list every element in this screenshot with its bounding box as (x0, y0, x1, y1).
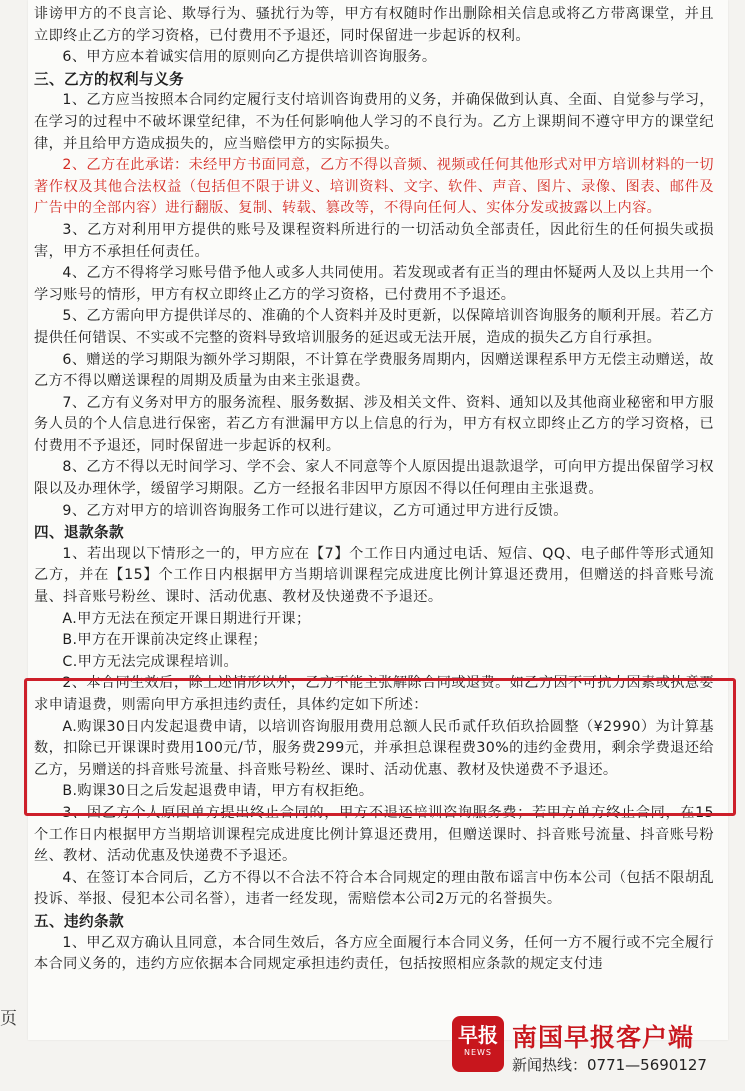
newspaper-logo-icon (452, 1016, 504, 1072)
paragraph-4-1-b: B.甲方在开课前决定终止课程； (62, 632, 268, 649)
watermark-title: 南国早报客户端 (512, 1023, 695, 1052)
paragraph-3-6: 6、赠送的学习期限为额外学习期限，不计算在学费服务周期内，因赠送课程系甲方无偿主动赠送，故乙方不得以赠送课程的周期及质量为由来主张退费。 (34, 351, 714, 390)
paragraph-3-5: 5、乙方需向甲方提供详尽的、准确的个人资料并及时更新，以保障培训咨询服务的顺利开展。若乙方提供任何错误、不实或不完整的资料导致培训服务的延迟或无法开展，造成的损失乙方自行承担。 (34, 308, 714, 346)
paragraph-3-4: 4、乙方不得将学习账号借予他人或多人共同使用。若发现或者有正当的理由怀疑两人及以上共用一个学习账号的情形，甲方有权立即终止乙方的学习资格，已付费用不予退还。 (34, 265, 714, 303)
page-label: 页 (0, 1009, 17, 1029)
paragraph-3-3: 3、乙方对利用甲方提供的账号及课程资料所进行的一切活动负全部责任，因此衍生的任何损失或损害，甲方不承担任何责任。 (34, 221, 714, 260)
watermark-hotline: 新闻热线：0771—5690127 (512, 1056, 707, 1074)
logo-text: 早报 (458, 1023, 498, 1047)
section-heading-5: 五、违约条款 (34, 912, 124, 930)
paragraph-4-1-c: C.甲方无法完成课程培训。 (62, 653, 239, 670)
paragraph-4-2-b: B.购课30日之后发起退费申请，甲方有权拒绝。 (62, 783, 374, 800)
contract-text (34, 4, 714, 976)
paragraph-4-1-a: A.甲方无法在预定开课日期进行开课； (62, 610, 311, 627)
section-heading-3: 三、乙方的权利与义务 (34, 70, 184, 88)
paragraph-3-7: 7、乙方有义务对甲方的服务流程、服务数据、涉及相关文件、资料、通知以及其他商业秘密和甲方服务人员的个人信息进行保密，若乙方有泄漏甲方以上信息的行为，甲方有权立即终止乙方的学习资格，已付费用不予退还，同时保留进一步起诉的权利。 (34, 394, 714, 454)
paragraph-3-1: 1、乙方应当按照本合同约定履行支付培训咨询费用的义务，并确保做到认真、全面、自觉参与学习，在学习的过程中不破坏课堂纪律，不为任何影响他人学习的不良行为。乙方上课期间不遵守甲方的课堂纪律，并且给甲方造成损失的，应当赔偿甲方的实际损失。 (34, 92, 714, 152)
logo-news-text: NEWS (463, 1048, 493, 1057)
paragraph-4-2: 2、本合同生效后，除上述情形以外，乙方不能主张解除合同或退费。如乙方因不可抗力因素或执意要求申请退费，则需向甲方承担违约责任，具体约定如下所述： (34, 675, 714, 713)
paragraph-continued: 诽谤甲方的不良言论、欺辱行为、骚扰行为等，甲方有权随时作出删除相关信息或将乙方带离课堂，并且立即终止乙方的学习资格，已付费用不予退还，同时保留进一步起诉的权利。 (34, 6, 714, 44)
paragraph-2-6: 6、甲方应本着诚实信用的原则向乙方提供培训咨询服务。 (62, 49, 437, 66)
paragraph-3-8: 8、乙方不得以无时间学习、学不会、家人不同意等个人原因提出退款退学，可向甲方提出保留学习权限以及办理休学，缓留学习期限。乙方一经报名非因甲方原因不得以任何理由主张退费。 (34, 459, 714, 498)
section-heading-4: 四、退款条款 (34, 524, 124, 542)
paragraph-4-4: 4、在签订本合同后，乙方不得以不合法不符合本合同规定的理由散布谣言中伤本公司（包括不限胡乱投诉、举报、侵犯本公司名誉），违者一经发现，需赔偿本公司2万元的名誉损失。 (34, 869, 714, 908)
paragraph-3-9: 9、乙方对甲方的培训咨询服务工作可以进行建议，乙方可通过甲方进行反馈。 (62, 502, 568, 519)
paragraph-4-2-a: A.购课30日内发起退费申请，以培训咨询服用费用总额人民币贰仟玖佰玖拾圆整（¥2990）为计算基数，扣除已开课课时费用100元/节，服务费299元，并承担总课程费30%的违约金费用，剩余学费退还给乙方，另赠送的抖音账号流量、抖音账号粉丝、课时、活动优惠、教材及快递费不予退还。 (34, 718, 714, 778)
paragraph-4-1: 1、若出现以下情形之一的，甲方应在【7】个工作日内通过电话、短信、QQ、电子邮件等形式通知乙方，并在【15】个工作日内根据甲方当期培训课程完成进度比例计算退还费用，但赠送的抖音账号流量、抖音账号粉丝、课时、活动优惠、教材及快递费不予退还。 (34, 545, 714, 606)
paragraph-5-1: 1、甲乙双方确认且同意，本合同生效后，各方应全面履行本合同义务，任何一方不履行或不完全履行本合同义务的，违约方应依据本合同规定承担违约责任，包括按照相应条款的规定支付违 (34, 934, 714, 973)
newspaper-watermark (452, 1016, 742, 1082)
paragraph-3-2-red: 2、乙方在此承诺：未经甲方书面同意，乙方不得以音频、视频或任何其他形式对甲方培训材料的一切著作权及其他合法权益（包括但不限于讲义、培训资料、文字、软件、声音、图片、录像、图表、邮件及广告中的全部内容）进行翻版、复制、转载、篡改等，不得向任何人、实体分发或披露以上内容。 (34, 157, 714, 217)
paragraph-4-3: 3、因乙方个人原因单方提出终止合同的，甲方不退还培训咨询服务费；若甲方单方终止合同，在15个工作日内根据甲方当期培训课程完成进度比例计算退还费用，但赠送课时、抖音账号流量、抖音账号粉丝、教材、活动优惠及快递费不予退还。 (34, 804, 714, 865)
